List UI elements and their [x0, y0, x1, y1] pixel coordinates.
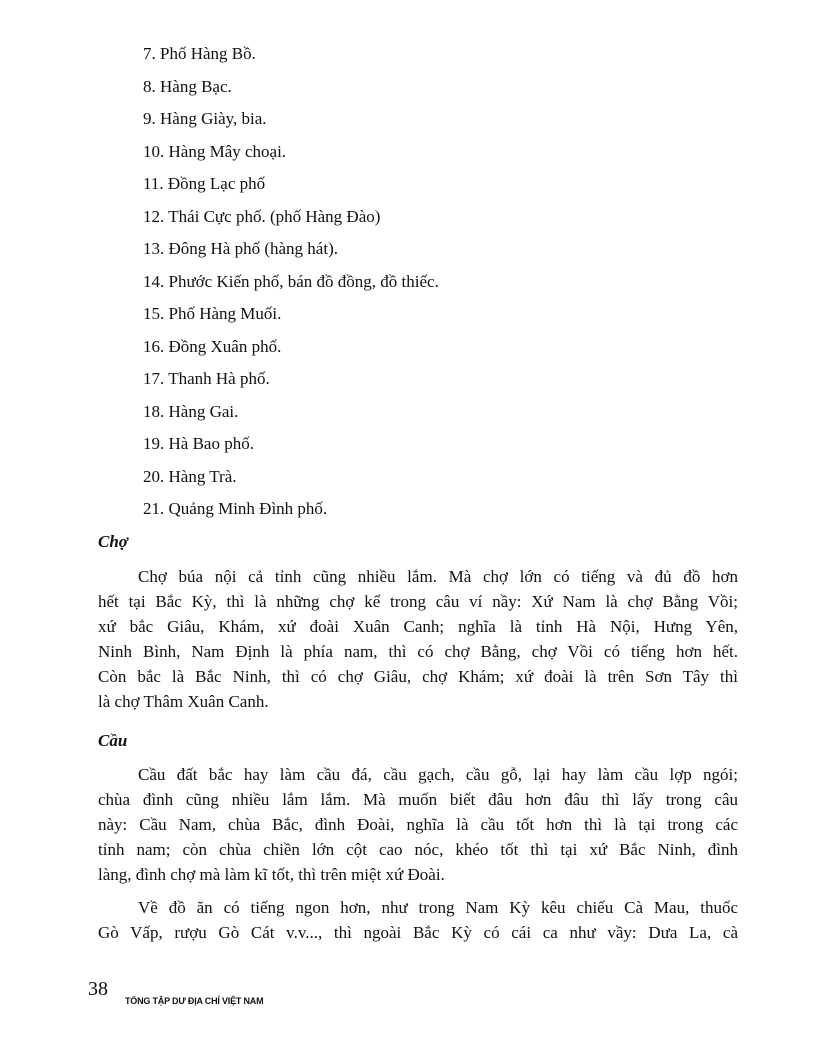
paragraph-line: Chợ búa nội cả tỉnh cũng nhiều lắm. Mà chợ lớn có tiếng và đủ đồ hơn: [138, 567, 738, 586]
section-heading-cau: Cầu: [98, 731, 128, 750]
list-item: 16. Đồng Xuân phố.: [143, 336, 282, 356]
paragraph-line: hết tại Bắc Kỳ, thì là những chợ kể trong câu ví nầy: Xứ Nam là chợ Bằng Vồi;: [98, 592, 738, 611]
paragraph-do-an: [98, 895, 738, 945]
paragraph-line: là chợ Thâm Xuân Canh.: [98, 692, 269, 711]
paragraph-cho: [98, 564, 738, 714]
list-item: 15. Phố Hàng Muối.: [143, 304, 282, 323]
paragraph-line: này: Cầu Nam, chùa Bắc, đình Đoài, nghĩa là cầu tốt hơn thì là tại trong các: [98, 815, 738, 834]
running-footer-title: TỔNG TẬP DƯ ĐỊA CHÍ VIỆT NAM: [125, 996, 264, 1006]
paragraph-cau: [98, 762, 738, 887]
list-item: 19. Hà Bao phố.: [143, 434, 254, 453]
list-item: 20. Hàng Trà.: [143, 466, 237, 486]
paragraph-line: Còn bắc là Bắc Ninh, thì có chợ Giâu, chợ Khám; xứ đoài là trên Sơn Tây thì: [98, 667, 738, 686]
paragraph-line: xứ bắc Giâu, Khám, xứ đoài Xuân Canh; nghĩa là tỉnh Hà Nội, Hưng Yên,: [98, 617, 738, 636]
list-item: 9. Hàng Giày, bia.: [143, 109, 267, 128]
list-item: 12. Thái Cực phố. (phố Hàng Đào): [143, 206, 381, 226]
list-item: 11. Đồng Lạc phố: [143, 174, 266, 193]
list-item: 13. Đông Hà phố (hàng hát).: [143, 239, 338, 258]
paragraph-line: Gò Vấp, rượu Gò Cát v.v..., thì ngoài Bắc Kỳ có cái ca như vầy: Dưa La, cà: [98, 923, 738, 942]
street-list: [143, 38, 439, 526]
paragraph-line: Ninh Bình, Nam Định là phía nam, thì có chợ Bằng, chợ Vồi có tiếng hơn hết.: [98, 642, 738, 661]
paragraph-line: chùa đình cũng nhiều lắm lắm. Mà muốn biết đâu hơn đâu thì lấy trong câu: [98, 790, 738, 809]
list-item: 18. Hàng Gai.: [143, 401, 239, 421]
section-heading-cho: Chợ: [98, 532, 128, 551]
list-item: 21. Quảng Minh Đình phố.: [143, 499, 328, 518]
list-item: 8. Hàng Bạc.: [143, 76, 232, 96]
list-item: 14. Phước Kiến phố, bán đồ đồng, đồ thiếc.: [143, 271, 439, 291]
paragraph-line: làng, đình chợ mà làm kĩ tốt, thì trên miệt xứ Đoài.: [98, 865, 445, 884]
paragraph-line: Về đồ ăn có tiếng ngon hơn, như trong Nam Kỳ kêu chiếu Cà Mau, thuốc: [138, 898, 738, 917]
list-item: 17. Thanh Hà phố.: [143, 369, 270, 388]
paragraph-line: tỉnh nam; còn chùa chiền lớn cột cao nóc, khéo tốt thì tại xứ Bắc Ninh, đình: [98, 840, 738, 859]
paragraph-line: Cầu đất bắc hay làm cầu đá, cầu gạch, cầu gỗ, lại hay làm cầu lợp ngói;: [138, 765, 738, 784]
list-item: 7. Phố Hàng Bồ.: [143, 44, 256, 63]
list-item: 10. Hàng Mây choại.: [143, 141, 287, 161]
page-number: 38: [88, 978, 108, 1000]
